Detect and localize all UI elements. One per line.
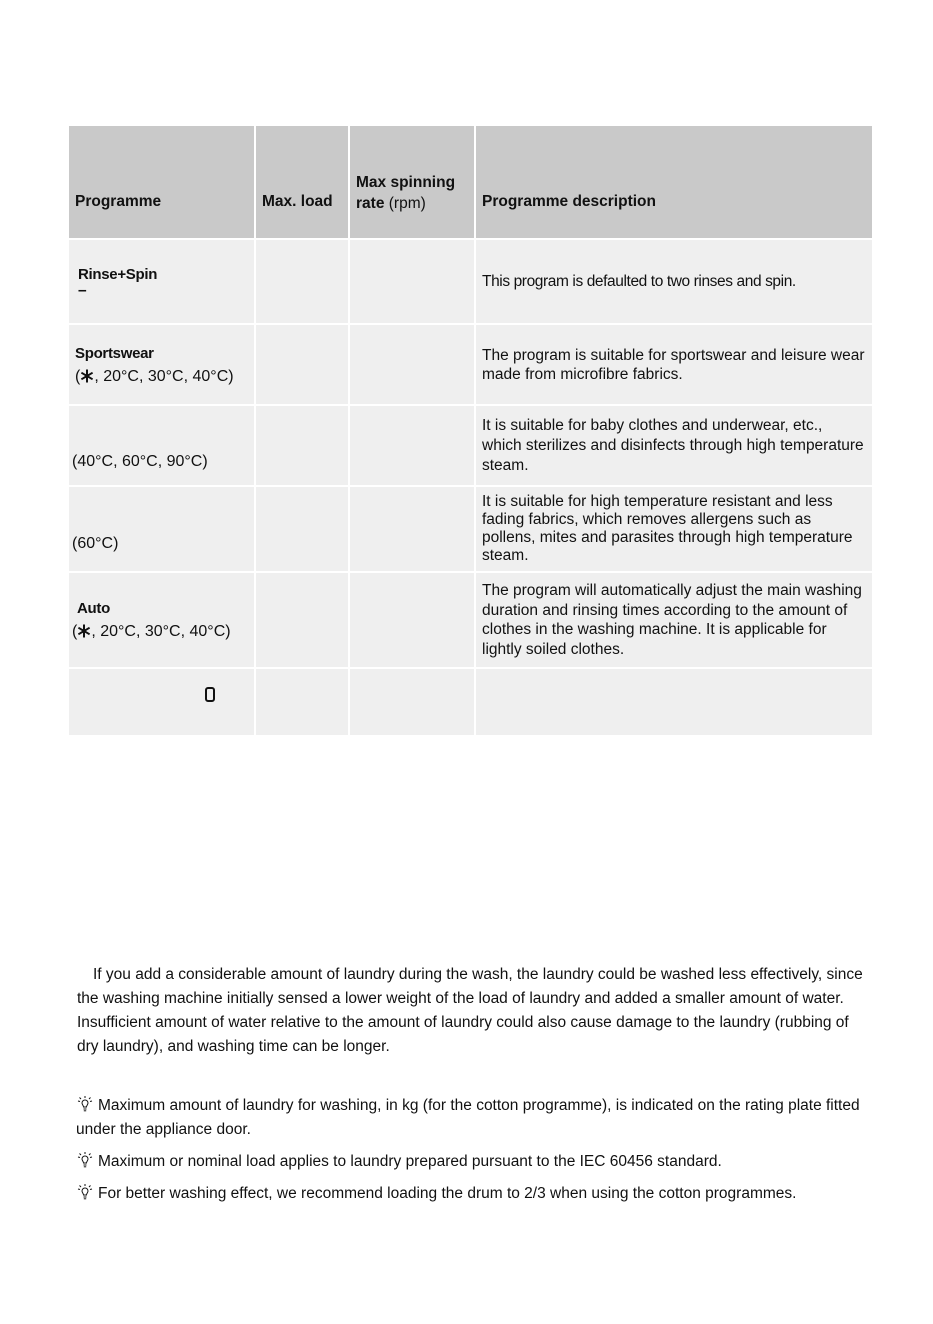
snowflake-icon [77,624,91,638]
max-load-cell [255,668,349,735]
programme-name: Auto [77,600,110,617]
header-spin-line2: rate [356,195,385,212]
programme-cell [69,324,255,405]
programme-temps-text: , 20°C, 30°C, 40°C) [94,367,234,385]
note-text: For better washing effect, we recommend loading the drum to 2/3 when using the cotton programmes. [98,1185,797,1202]
programme-temps-text: , 20°C, 30°C, 40°C) [91,623,231,640]
max-load-cell [255,324,349,405]
note-item [76,1182,866,1206]
programme-cell [69,239,255,324]
snowflake-icon [80,369,94,383]
header-programme: Programme [69,126,255,239]
programme-cell [69,405,255,486]
lightbulb-icon [76,1184,94,1200]
programme-cell [69,572,255,668]
spin-cell [349,572,475,668]
header-max-spin [349,126,475,239]
programme-sub: – [78,282,87,299]
table-row [69,239,872,324]
programme-temps: (40°C, 60°C, 90°C) [72,453,208,470]
programme-temps: (60°C) [72,535,119,552]
lightbulb-icon [76,1152,94,1168]
description-cell [475,668,872,735]
programme-name: Rinse+Spin [78,266,158,283]
table-row [69,486,872,572]
max-load-cell [255,486,349,572]
description-cell: This program is defaulted to two rinses and spin. [475,239,872,324]
programme-temps: ( , 20°C, 30°C, 40°C) [72,623,231,640]
description-cell: The program is suitable for sportswear and leisure wear made from microfibre fabrics. [475,324,872,405]
table-row [69,324,872,405]
spin-cell [349,405,475,486]
table-row [69,405,872,486]
max-load-cell [255,239,349,324]
header-description: Programme description [475,126,872,239]
programme-table [69,126,872,735]
programme-temps: ( , 20°C, 30°C, 40°C) [75,367,234,385]
programme-cell [69,486,255,572]
header-max-load: Max. load [255,126,349,239]
programme-name: Sportswear [75,344,154,362]
load-paragraph: If you add a considerable amount of laundry during the wash, the laundry could be washed less effectively, since the washing machine initially sensed a lower weight of the load of laundry and added a smaller amount of water. Insufficient amount of water relative to the amount of laundry could also cause damage to the laundry (rubbing of dry laundry), and washing time can be longer. [77,966,863,1055]
note-item [76,1150,866,1174]
max-load-cell [255,572,349,668]
phone-icon [205,687,215,702]
description-cell: The program will automatically adjust the main washing duration and rinsing times according to the amount of clothes in the washing machine. It is applicable for lightly soiled clothes. [475,572,872,668]
table-row [69,668,872,735]
header-spin-unit: (rpm) [388,195,426,212]
programme-cell [69,668,255,735]
max-load-cell [255,405,349,486]
note-item [76,1094,866,1142]
spin-cell [349,239,475,324]
spin-cell [349,324,475,405]
spin-cell [349,668,475,735]
table-header-row [69,126,872,239]
header-spin-line1: Max spinning [356,174,456,191]
description-cell: It is suitable for high temperature resistant and less fading fabrics, which removes allergens such as pollens, mites and parasites through high temperature steam. [475,486,872,572]
table-row [69,572,872,668]
description-cell: It is suitable for baby clothes and underwear, etc., which sterilizes and disinfects through high temperature steam. [475,405,872,486]
spin-cell [349,486,475,572]
note-text: Maximum or nominal load applies to laundry prepared pursuant to the IEC 60456 standard. [98,1153,722,1170]
note-text: Maximum amount of laundry for washing, in kg (for the cotton programme), is indicated on the rating plate fitted under the appliance door. [76,1097,860,1138]
lightbulb-icon [76,1096,94,1112]
